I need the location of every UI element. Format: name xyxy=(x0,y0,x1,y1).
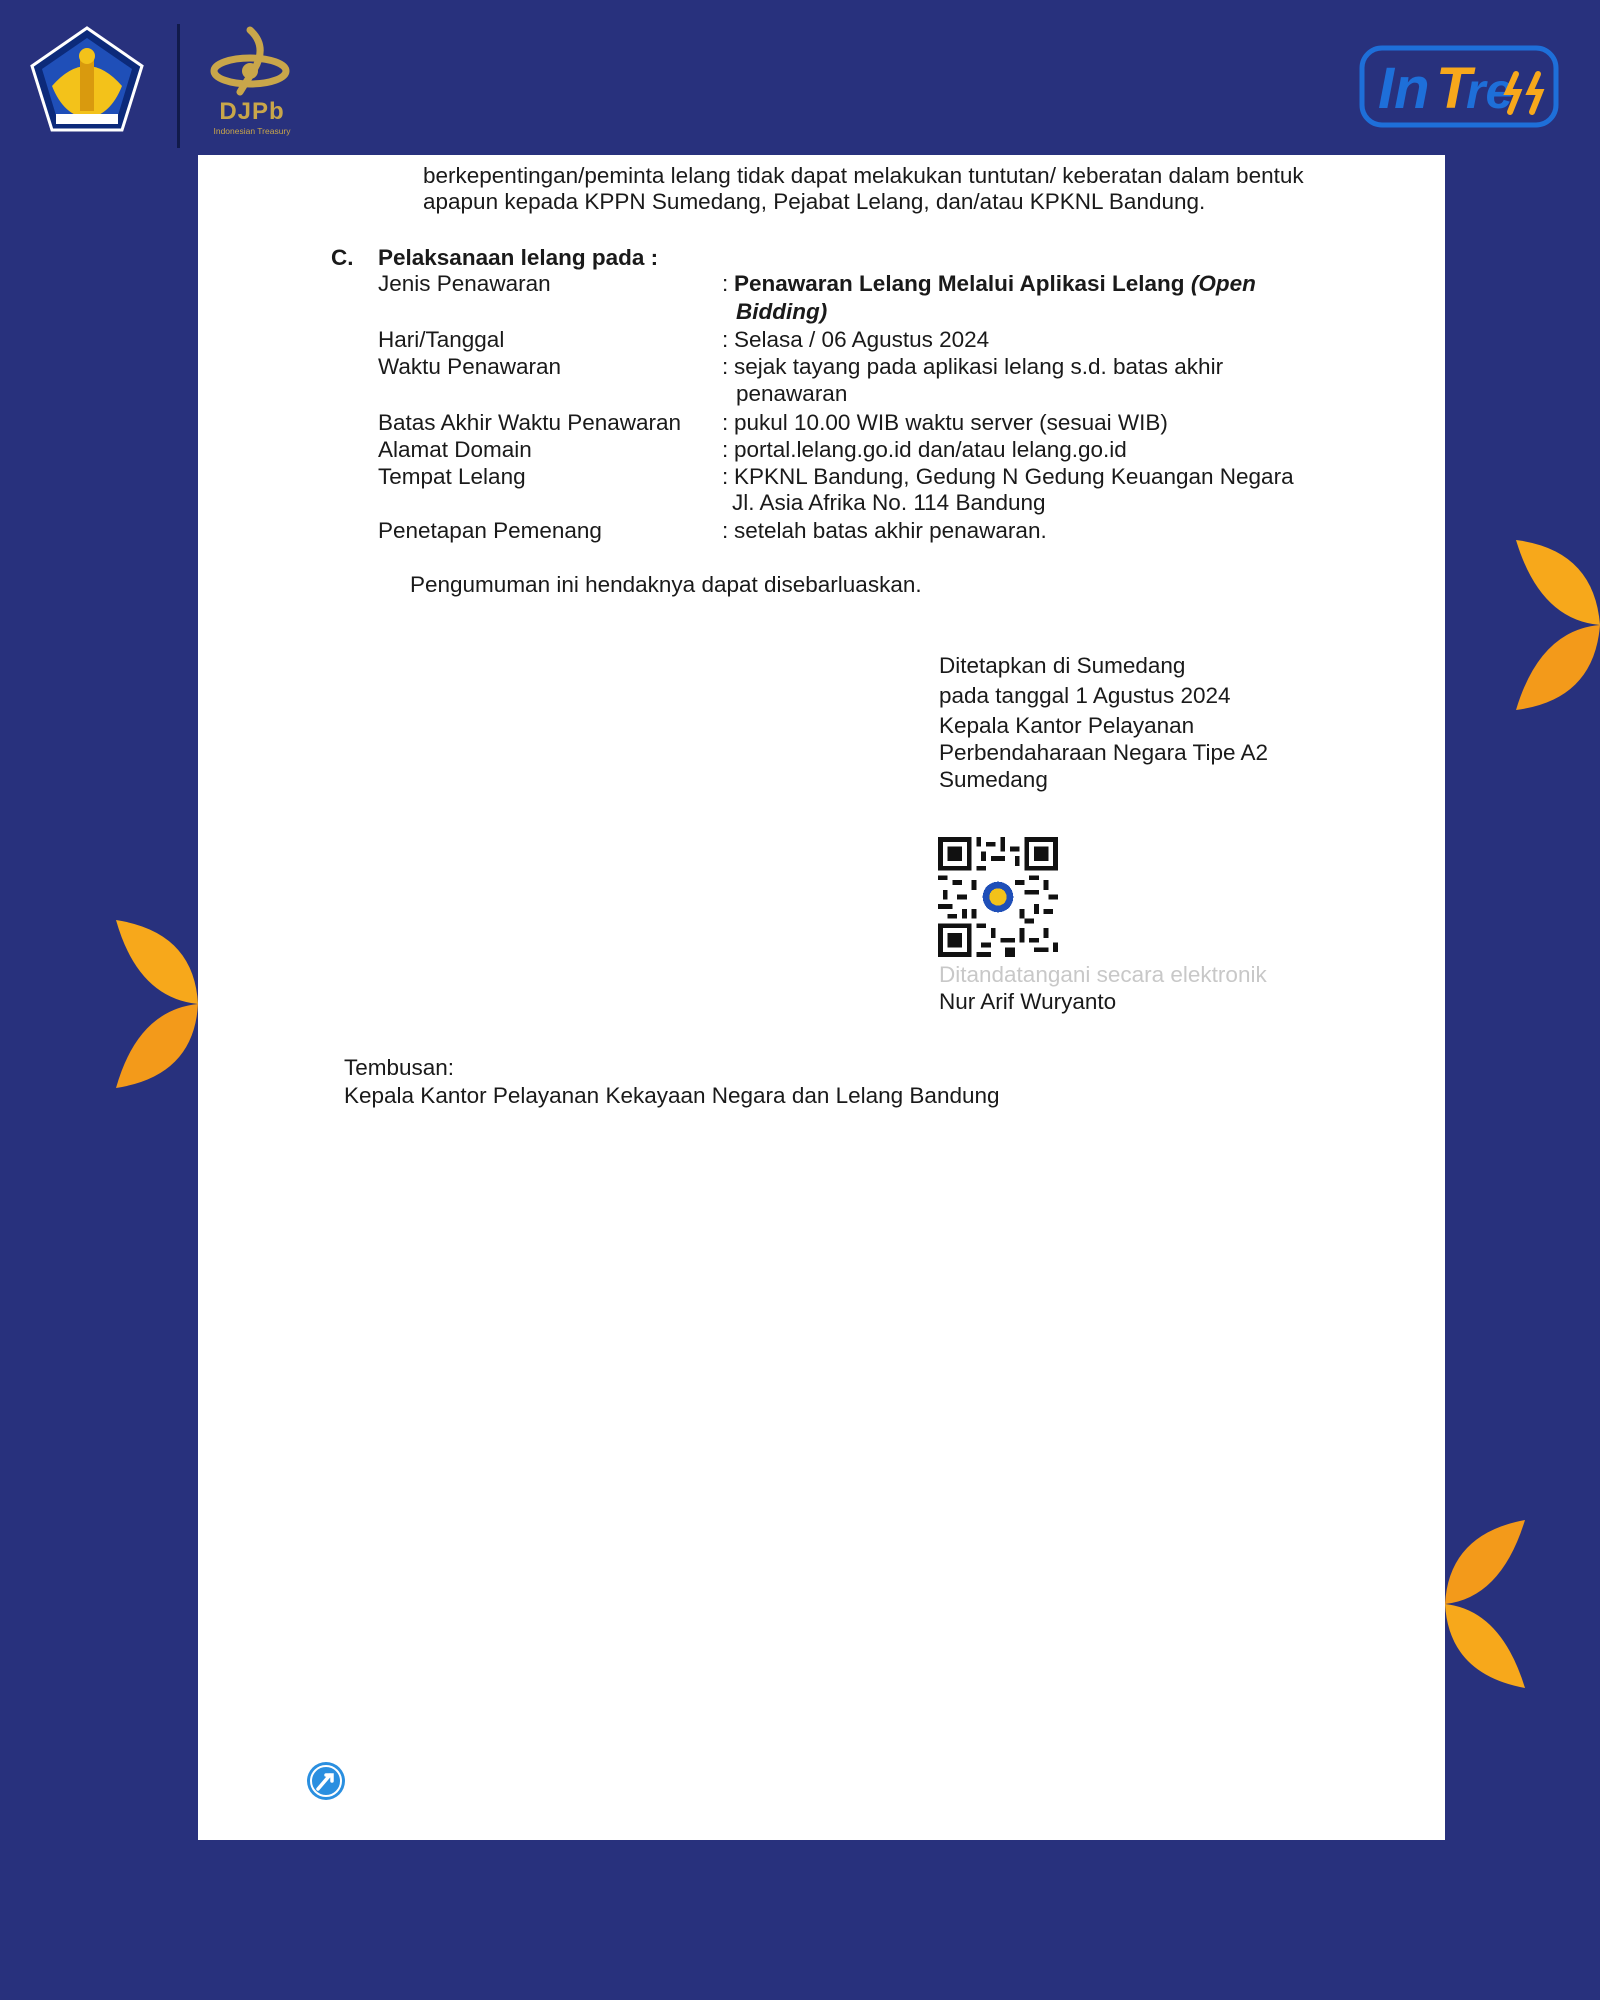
svg-text:In: In xyxy=(1378,56,1430,121)
value-waktu-penawaran-line2: penawaran xyxy=(736,381,848,406)
signature-line-3: Kepala Kantor Pelayanan xyxy=(939,713,1195,738)
value-tempat-lelang: KPKNL Bandung, Gedung N Gedung Keuangan Negara xyxy=(734,464,1294,489)
svg-text:re: re xyxy=(1466,63,1514,119)
value-hari-tanggal: Selasa / 06 Agustus 2024 xyxy=(734,327,990,352)
colon: : xyxy=(722,271,729,296)
colon: : xyxy=(722,437,729,462)
section-title: Pelaksanaan lelang pada : xyxy=(378,245,659,270)
djpb-logo xyxy=(200,26,310,141)
logo-divider xyxy=(177,24,180,148)
section-letter: C. xyxy=(331,245,354,270)
colon: : xyxy=(722,327,729,352)
closing-statement: Pengumuman ini hendaknya dapat disebarluaskan. xyxy=(410,572,922,597)
kemenkeu-emblem-icon xyxy=(30,26,145,134)
value-penetapan-pemenang: setelah batas akhir penawaran. xyxy=(734,518,1047,543)
label-penetapan-pemenang: Penetapan Pemenang xyxy=(378,518,602,543)
e-signature-note: Ditandatangani secara elektronik xyxy=(939,962,1267,987)
djpb-title: DJPb xyxy=(219,98,285,125)
svg-text:T: T xyxy=(1436,56,1472,121)
petal-decoration-icon xyxy=(1510,540,1600,710)
label-hari-tanggal: Hari/Tanggal xyxy=(378,327,505,352)
value-tempat-lelang-line2: Jl. Asia Afrika No. 114 Bandung xyxy=(732,490,1046,515)
value-alamat-domain: portal.lelang.go.id dan/atau lelang.go.id xyxy=(734,437,1127,462)
colon: : xyxy=(722,464,729,489)
label-tempat-lelang: Tempat Lelang xyxy=(378,464,526,489)
djpb-subtitle: Indonesian Treasury xyxy=(213,126,291,136)
label-batas-akhir: Batas Akhir Waktu Penawaran xyxy=(378,410,682,435)
value-jenis-penawaran xyxy=(734,271,1256,297)
value-batas-akhir: pukul 10.00 WIB waktu server (sesuai WIB) xyxy=(734,410,1168,435)
intro-line-1: berkepentingan/peminta lelang tidak dapat melakukan tuntutan/ keberatan dalam bentuk xyxy=(423,163,1304,188)
bsre-badge-icon xyxy=(306,1761,346,1801)
petal-decoration-icon xyxy=(112,920,198,1088)
value-waktu-penawaran: sejak tayang pada aplikasi lelang s.d. batas akhir xyxy=(734,354,1224,379)
tembusan-recipient: Kepala Kantor Pelayanan Kekayaan Negara dan Lelang Bandung xyxy=(344,1083,1000,1108)
colon: : xyxy=(722,354,729,379)
colon: : xyxy=(722,410,729,435)
qr-code-icon xyxy=(938,837,1058,957)
tembusan-label: Tembusan: xyxy=(344,1055,455,1080)
document-page xyxy=(198,155,1445,1840)
value-jenis-penawaran-text: Penawaran Lelang Melalui Aplikasi Lelang xyxy=(734,271,1185,296)
label-waktu-penawaran: Waktu Penawaran xyxy=(378,354,562,379)
value-jenis-penawaran-italic-2: Bidding) xyxy=(736,299,828,324)
signatory-name: Nur Arif Wuryanto xyxy=(939,989,1117,1014)
value-jenis-penawaran-line2 xyxy=(736,299,827,325)
djpb-mark-icon xyxy=(210,26,290,98)
signature-line-5: Sumedang xyxy=(939,767,1048,792)
signature-line-4: Perbendaharaan Negara Tipe A2 xyxy=(939,740,1268,765)
intress-logo xyxy=(1358,44,1560,129)
value-jenis-penawaran-italic: (Open xyxy=(1190,271,1256,296)
petal-decoration-icon xyxy=(1445,1520,1525,1688)
signature-line-2: pada tanggal 1 Agustus 2024 xyxy=(939,683,1231,708)
label-alamat-domain: Alamat Domain xyxy=(378,437,532,462)
intro-line-2: apapun kepada KPPN Sumedang, Pejabat Lelang, dan/atau KPKNL Bandung. xyxy=(423,189,1206,214)
colon: : xyxy=(722,518,729,543)
signature-line-1: Ditetapkan di Sumedang xyxy=(939,653,1186,678)
label-jenis-penawaran: Jenis Penawaran xyxy=(378,271,551,296)
header xyxy=(0,0,1600,155)
